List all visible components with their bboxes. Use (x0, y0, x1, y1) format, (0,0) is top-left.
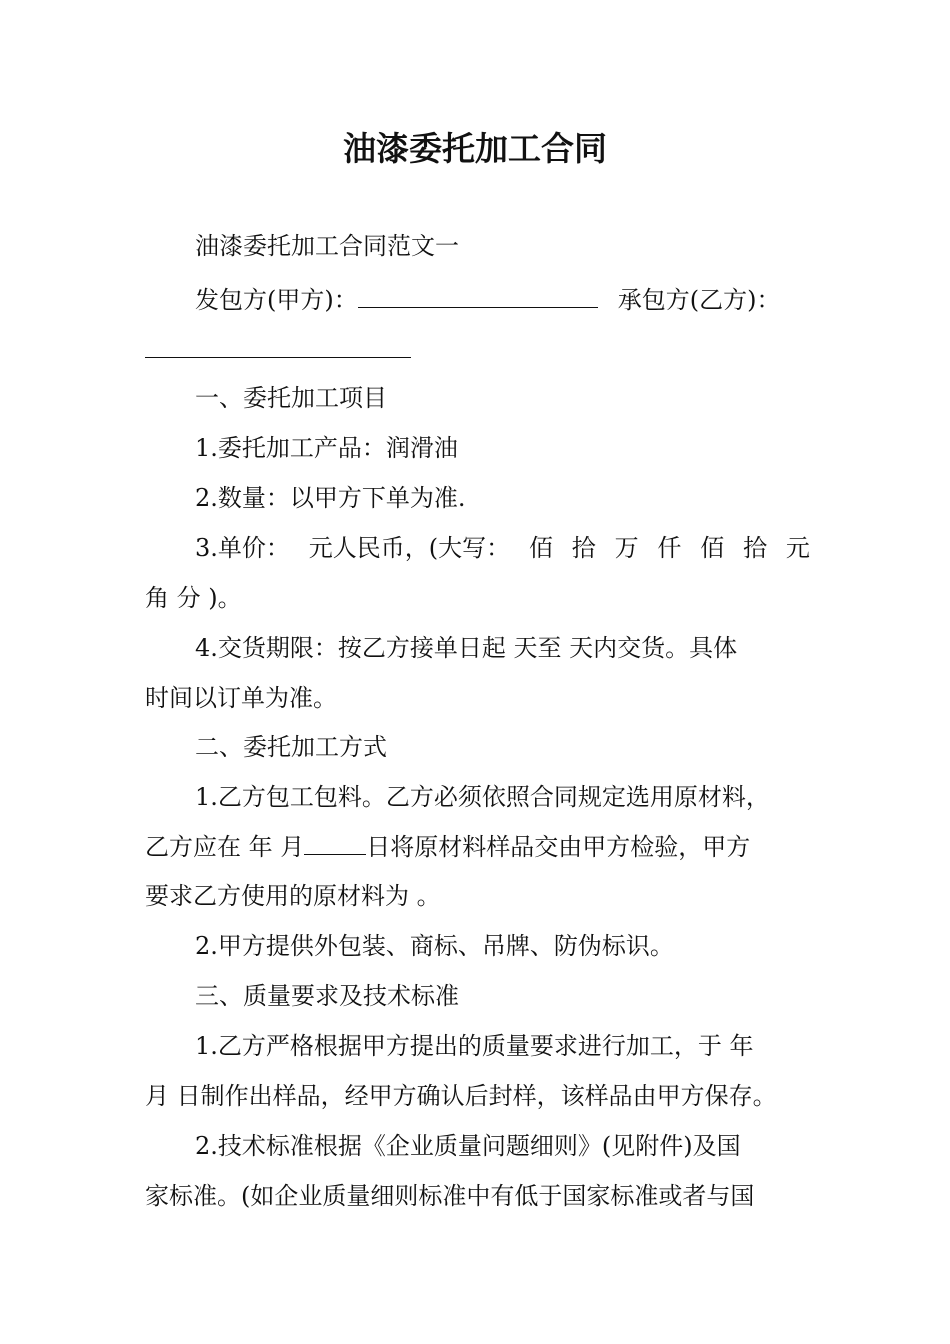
section-2-item-2: 2.甲方提供外包装、商标、吊牌、防伪标识。 (195, 932, 674, 960)
item-4-continued: 时间以订单为准。 (145, 684, 337, 712)
month-text: 乙方应在 年 月 (145, 833, 305, 861)
party-b-label: 承包方(乙方)： (617, 286, 781, 314)
section-2-heading: 二、委托加工方式 (195, 733, 387, 761)
item-4-delivery: 4.交货期限：按乙方接单日起 天至 天内交货。具体 (195, 634, 738, 662)
section-1-heading: 一、委托加工项目 (195, 384, 387, 412)
party-b-blank-line (145, 330, 810, 370)
section-2-item-1: 1.乙方包工包料。乙方必须依照合同规定选用原材料， (195, 783, 770, 811)
price-label: 3.单价： (195, 534, 290, 562)
item-3-continued: 角 分 )。 (145, 584, 242, 612)
price-currency: 元人民币，(大写： (308, 534, 511, 562)
price-unit-bai: 佰 (528, 534, 553, 562)
day-blank (304, 830, 366, 855)
item-1-product: 1.委托加工产品：润滑油 (195, 434, 458, 462)
section-3-item-2-continued: 家标准。(如企业质量细则标准中有低于国家标准或者与国 (145, 1182, 755, 1210)
party-b-blank (145, 333, 411, 358)
price-unit-shi-2: 拾 (743, 534, 768, 562)
section-3-item-1: 1.乙方严格根据甲方提出的质量要求进行加工，于 年 (195, 1032, 754, 1060)
subtitle-line: 油漆委托加工合同范文一 (195, 232, 459, 260)
document-title: 油漆委托加工合同 (343, 129, 607, 168)
price-unit-bai-2: 佰 (700, 534, 725, 562)
section-2-item-1-line-2 (145, 827, 810, 867)
price-unit-yuan: 元 (785, 534, 810, 562)
section-3-item-1-continued: 月 日制作出样品，经甲方确认后封样，该样品由甲方保存。 (145, 1082, 777, 1110)
section-2-item-1-line-3: 要求乙方使用的原材料为 。 (145, 882, 441, 910)
price-unit-shi: 拾 (571, 534, 596, 562)
item-3-unit-price (195, 528, 810, 568)
price-unit-wan: 万 (614, 534, 639, 562)
sample-text: 日将原材料样品交由甲方检验，甲方 (366, 833, 751, 861)
section-3-item-2: 2.技术标准根据《企业质量问题细则》(见附件)及国 (195, 1132, 741, 1160)
section-3-heading: 三、质量要求及技术标准 (195, 982, 459, 1010)
party-a-blank (358, 283, 598, 308)
party-a-label: 发包方(甲方)： (195, 286, 358, 314)
item-2-quantity: 2.数量：以甲方下单为准. (195, 484, 466, 512)
parties-line (195, 280, 810, 320)
price-unit-qian: 仟 (657, 534, 682, 562)
